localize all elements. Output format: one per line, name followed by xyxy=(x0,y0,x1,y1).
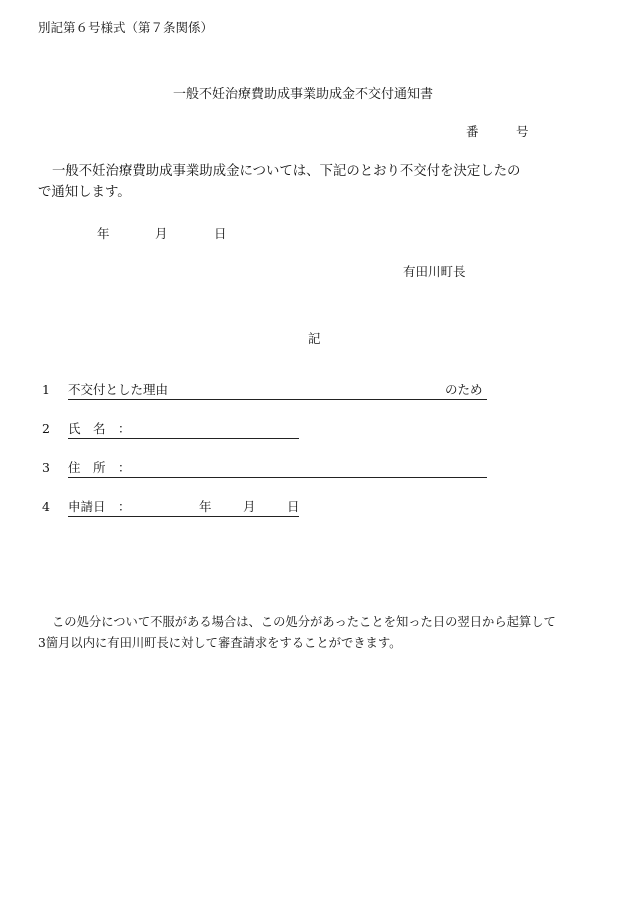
number-label: 番 号 xyxy=(466,124,529,139)
item-4-year: 年 xyxy=(199,499,212,514)
date-day: 日 xyxy=(214,226,227,241)
item-1-suffix: のため xyxy=(445,382,483,397)
item-1-label: 不交付とした理由 xyxy=(68,382,169,397)
notice-line2: 3箇月以内に有田川町長に対して審査請求をすることができます。 xyxy=(38,636,402,650)
item-3-number: 3 xyxy=(42,460,50,475)
document-title: 一般不妊治療費助成事業助成金不交付通知書 xyxy=(173,87,434,102)
body-text-line2: で通知します。 xyxy=(38,185,131,200)
item-2-label: 氏 名 ： xyxy=(68,421,131,436)
date-month: 月 xyxy=(155,226,168,241)
item-3-underline xyxy=(68,477,487,478)
item-4-label: 申請日 ： xyxy=(68,499,131,514)
item-4-month: 月 xyxy=(243,499,256,514)
item-4-number: 4 xyxy=(42,499,50,514)
body-text-line1: 一般不妊治療費助成事業助成金については、下記のとおり不交付を決定したの xyxy=(52,164,521,179)
item-2-underline xyxy=(68,438,299,439)
item-2-number: 2 xyxy=(42,421,50,436)
item-1-underline xyxy=(68,399,487,400)
item-1-number: 1 xyxy=(42,382,50,397)
ki-label: 記 xyxy=(308,331,321,346)
item-4-day: 日 xyxy=(287,499,300,514)
item-4-underline xyxy=(68,516,299,517)
sender: 有田川町長 xyxy=(403,264,466,279)
notice-line1: この処分について不服がある場合は、この処分があったことを知った日の翌日から起算して xyxy=(52,615,556,629)
form-label: 別記第６号様式（第７条関係） xyxy=(38,20,214,35)
date-year: 年 xyxy=(97,226,110,241)
item-3-label: 住 所 ： xyxy=(68,460,131,475)
